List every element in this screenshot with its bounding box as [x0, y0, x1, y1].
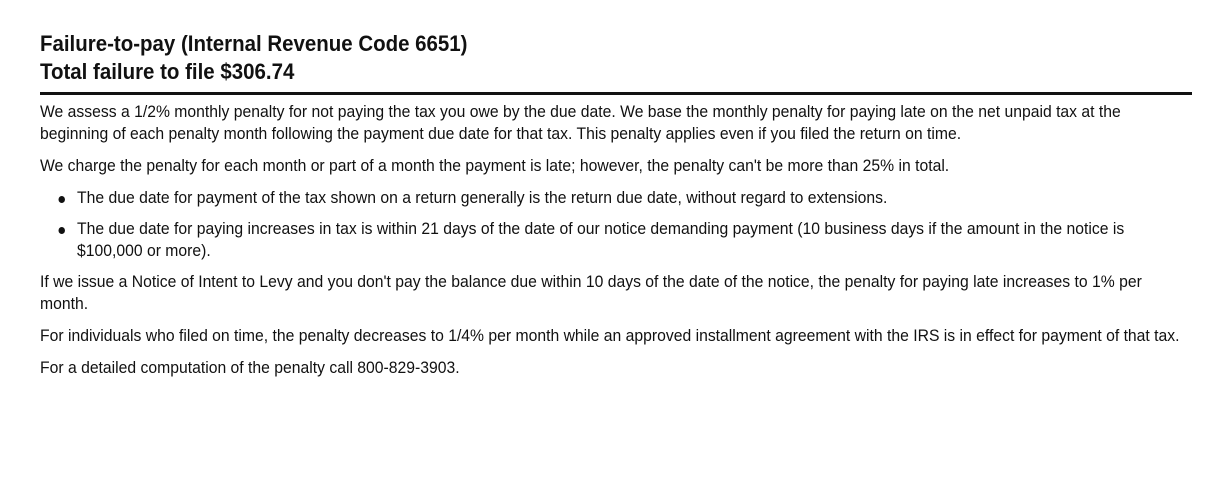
- list-item: [40, 187, 1187, 209]
- notice-title-line-2: Total failure to file $306.74: [40, 59, 295, 84]
- paragraph-contact-phone: For a detailed computation of the penalty call 800-829-3903.: [40, 358, 460, 377]
- list-item-text: The due date for payment of the tax shown on a return generally is the return due date, without regard to extensions.: [77, 188, 888, 207]
- bullet-icon: [59, 227, 65, 234]
- paragraph-penalty-rate: We assess a 1/2% monthly penalty for not paying the tax you owe by the due date. We base the monthly penalty for paying late on the net unpaid tax at the beginning of each penalty month following the payment due date for that tax. This penalty applies even if you filed the return on time.: [40, 102, 1121, 143]
- due-date-list: [40, 187, 1187, 262]
- notice-body: [40, 101, 1187, 379]
- notice-title-line-1: Failure-to-pay (Internal Revenue Code 6651): [40, 31, 468, 56]
- heading-divider: [40, 92, 1192, 95]
- list-item-text: The due date for paying increases in tax is within 21 days of the date of our notice demanding payment (10 business days if the amount in the notice is $100,000 or more).: [77, 219, 1125, 260]
- paragraph-penalty-cap: We charge the penalty for each month or part of a month the payment is late; however, the penalty can't be more than 25% in total.: [40, 156, 950, 175]
- paragraph-levy-notice: If we issue a Notice of Intent to Levy and you don't pay the balance due within 10 days of the date of the notice, the penalty for paying late increases to 1% per month.: [40, 272, 1142, 313]
- list-item: [40, 218, 1187, 262]
- paragraph-installment-agreement: For individuals who filed on time, the penalty decreases to 1/4% per month while an approved installment agreement with the IRS is in effect for payment of that tax.: [40, 326, 1180, 345]
- bullet-icon: [59, 196, 65, 203]
